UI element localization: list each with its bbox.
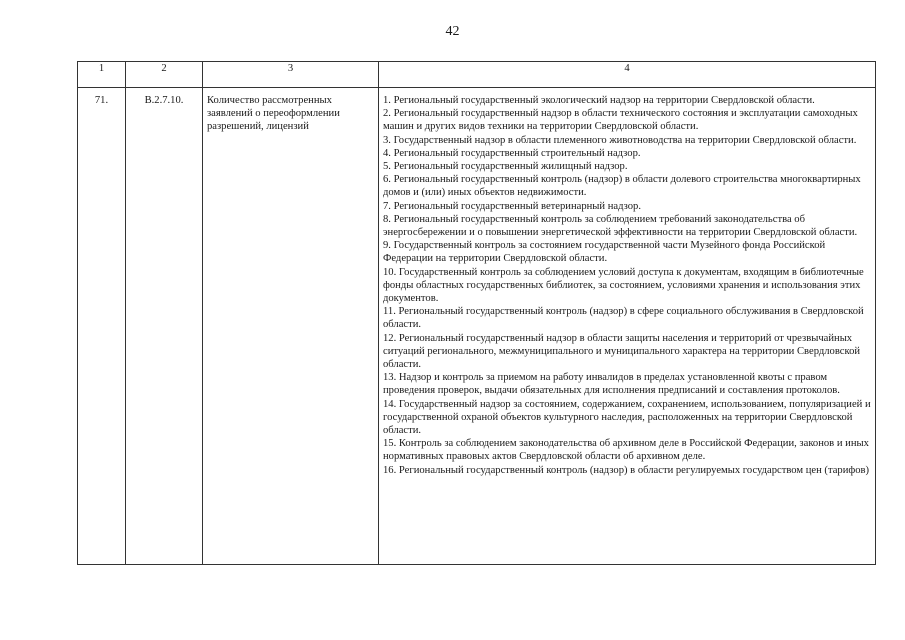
- column-header-3: 3: [203, 62, 379, 88]
- indicator-cell: Количество рассмотренных заявлений о переоформлении разрешений, лицензий: [203, 88, 379, 565]
- list-item: 8. Региональный государственный контроль за соблюдением требований законодательства об энергосбережении и о повышении энергетической эффективности на территории Свердловской области.: [383, 213, 858, 239]
- column-header-4: 4: [379, 62, 876, 88]
- list-item: 15. Контроль за соблюдением законодательства об архивном деле в Российской Федерации, законов и иных нормативных правовых актов Свердловской области об архивном деле.: [383, 438, 869, 463]
- page-number: 42: [445, 24, 460, 39]
- row-code-cell: В.2.7.10.: [126, 88, 203, 565]
- column-header-2: 2: [126, 62, 203, 88]
- list-item: 12. Региональный государственный надзор в области защиты населения и территорий от чрезвычайных ситуаций регионального, межмуниципального и муниципального характера на территории Свердловской области.: [383, 332, 861, 371]
- document-table: [77, 61, 876, 565]
- list-item: 5. Региональный государственный жилищный надзор.: [383, 161, 628, 173]
- column-header-1: 1: [78, 62, 126, 88]
- row-number-cell: 71.: [78, 88, 126, 565]
- list-item: 2. Региональный государственный надзор в области технического состояния и эксплуатации самоходных машин и других видов техники на территории Свердловской области.: [383, 108, 858, 133]
- list-item: 6. Региональный государственный контроль (надзор) в области долевого строительства многоквартирных домов и (или) иных объектов недвижимости.: [383, 174, 861, 199]
- table-header-row: [78, 62, 876, 88]
- list-item: 11. Региональный государственный контроль (надзор) в сфере социального обслуживания в Свердловской области.: [383, 306, 864, 331]
- list-item: 3. Государственный надзор в области племенного животноводства на территории Свердловской области.: [383, 134, 857, 146]
- list-item: 13. Надзор и контроль за приемом на работу инвалидов в пределах установленной квоты с правом проведения проверок, выдачи обязательных для исполнения предписаний и составления протоколов.: [383, 372, 840, 397]
- list-item: 10. Государственный контроль за соблюдением условий доступа к документам, входящим в библиотечные фонды областных государственных библиотек, за состоянием, условиями хранения и использования этих документов.: [383, 266, 864, 305]
- list-item: 7. Региональный государственный ветеринарный надзор.: [383, 200, 641, 212]
- supervision-list-cell: [379, 88, 876, 565]
- list-item: 9. Государственный контроль за состоянием государственной части Музейного фонда Российской Федерации на территории Свердловской области.: [383, 240, 826, 265]
- list-item: 4. Региональный государственный строительный надзор.: [383, 147, 641, 159]
- list-item: 1. Региональный государственный экологический надзор на территории Свердловской области.: [383, 95, 815, 106]
- list-item: 16. Региональный государственный контроль (надзор) в области регулируемых государством цен (тарифов): [383, 464, 870, 476]
- list-item: 14. Государственный надзор за состоянием, содержанием, сохранением, использованием, популяризацией и государственной охраной объектов культурного наследия, расположенных на территории Свердловской области.: [383, 398, 871, 437]
- table-row: [78, 88, 876, 565]
